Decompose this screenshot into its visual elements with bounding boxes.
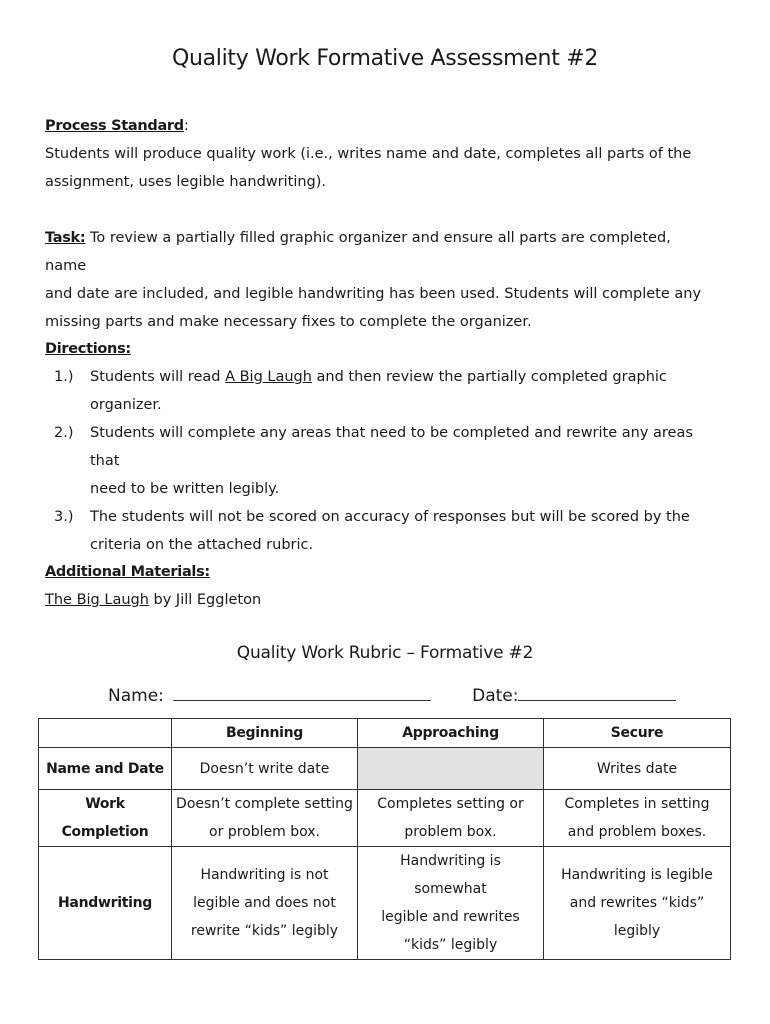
rubric-cell: Writes date	[544, 748, 731, 790]
date-label: Date:	[472, 686, 519, 706]
rubric-cell	[358, 847, 544, 960]
rubric-table	[38, 718, 731, 960]
direction-text: Students will complete any areas that need to be completed and rewrite any areas that	[90, 425, 693, 469]
cell-line: and rewrites “kids”	[569, 895, 705, 911]
column-header	[39, 719, 172, 748]
cell-line: Completes setting or	[377, 796, 524, 812]
cell-line: rewrite “kids” legibly	[190, 923, 339, 939]
direction-item	[45, 419, 715, 503]
materials-section	[45, 558, 715, 614]
direction-number: 1.)	[54, 369, 74, 385]
cell-line: legible and does not	[193, 895, 336, 911]
cell-line: or problem box.	[209, 824, 320, 840]
rubric-cell-empty	[358, 748, 544, 790]
page-title: Quality Work Formative Assessment #2	[171, 46, 599, 71]
direction-text: Students will read	[90, 369, 226, 385]
task-text-line1: To review a partially filled graphic organizer and ensure all parts are completed, name	[45, 230, 671, 274]
cell-line: Handwriting is somewhat	[400, 853, 501, 897]
cell-line: problem box.	[404, 824, 497, 840]
row-label	[39, 790, 172, 847]
directions-list	[45, 363, 715, 559]
process-standard-section	[45, 112, 715, 196]
process-standard-colon: :	[183, 118, 189, 134]
task-text-line2: and date are included, and legible handwriting has been used. Students will complete any	[45, 286, 702, 302]
direction-text: and then review the partially completed graphic	[311, 369, 667, 385]
process-standard-text-line2: assignment, uses legible handwriting).	[45, 174, 327, 190]
row-label-line: Completion	[61, 824, 149, 840]
cell-line: legible and rewrites	[381, 909, 520, 925]
row-label: Handwriting	[39, 847, 172, 960]
rubric-cell: Doesn’t write date	[172, 748, 358, 790]
process-standard-text-line1: Students will produce quality work (i.e., writes name and date, completes all parts of the	[45, 146, 692, 162]
rubric-cell	[544, 847, 731, 960]
task-text-line3: missing parts and make necessary fixes to complete the organizer.	[45, 314, 532, 330]
rubric-cell	[172, 790, 358, 847]
materials-book-title: The Big Laugh	[45, 592, 149, 608]
direction-text: need to be written legibly.	[90, 481, 280, 497]
name-label: Name:	[108, 686, 164, 706]
direction-text: The students will not be scored on accuracy of responses but will be scored by the	[90, 509, 690, 525]
direction-number: 3.)	[54, 509, 74, 525]
direction-text: criteria on the attached rubric.	[90, 537, 314, 553]
cell-line: and problem boxes.	[567, 824, 707, 840]
table-row	[39, 847, 731, 960]
table-row	[39, 790, 731, 847]
rubric-cell	[358, 790, 544, 847]
column-header: Beginning	[172, 719, 358, 748]
column-header: Approaching	[358, 719, 544, 748]
materials-author: by Jill Eggleton	[148, 592, 262, 608]
task-heading: Task:	[45, 230, 86, 246]
name-date-line	[108, 686, 676, 706]
table-header-row	[39, 719, 731, 748]
direction-text: organizer.	[90, 397, 162, 413]
cell-line: “kids” legibly	[403, 937, 498, 953]
task-section	[45, 224, 715, 336]
process-standard-heading: Process Standard	[45, 118, 184, 134]
direction-item	[45, 503, 715, 559]
direction-number: 2.)	[54, 425, 74, 441]
direction-item	[45, 363, 715, 419]
cell-line: Handwriting is legible	[561, 867, 713, 883]
row-label: Name and Date	[39, 748, 172, 790]
cell-line: Completes in setting	[564, 796, 710, 812]
directions-section	[45, 335, 715, 559]
table-row	[39, 748, 731, 790]
cell-line: Handwriting is not	[200, 867, 329, 883]
column-header: Secure	[544, 719, 731, 748]
book-title: A Big Laugh	[225, 369, 312, 385]
row-label-line: Work	[85, 796, 125, 812]
rubric-title: Quality Work Rubric – Formative #2	[236, 643, 534, 663]
name-blank[interactable]	[173, 686, 431, 701]
cell-line: Doesn’t complete setting	[176, 796, 353, 812]
date-blank[interactable]	[518, 686, 676, 701]
rubric-cell	[544, 790, 731, 847]
directions-heading: Directions:	[45, 341, 131, 357]
materials-heading: Additional Materials:	[45, 564, 210, 580]
rubric-cell	[172, 847, 358, 960]
cell-line: legibly	[613, 923, 661, 939]
